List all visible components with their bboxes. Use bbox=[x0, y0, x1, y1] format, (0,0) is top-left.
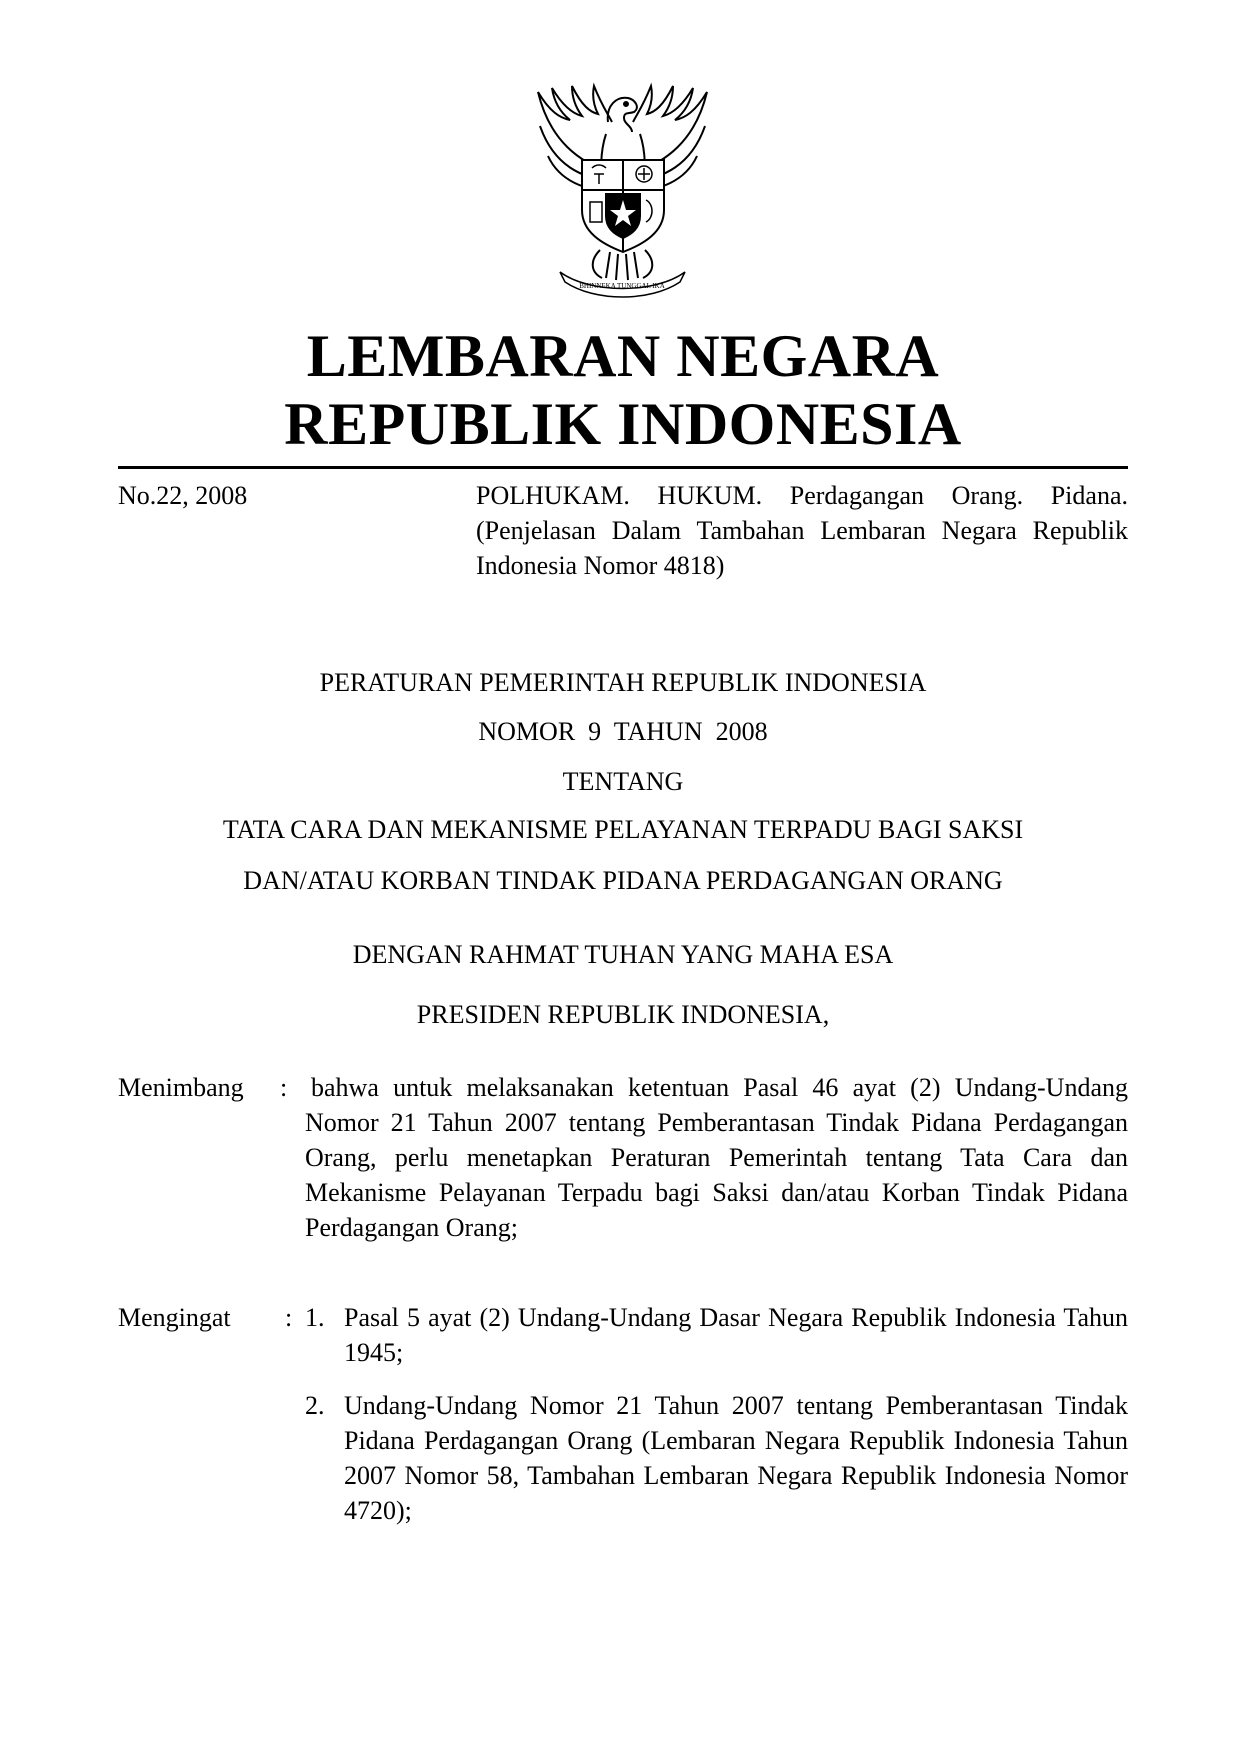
masthead-line-1: LEMBARAN NEGARA bbox=[306, 323, 940, 389]
regulation-title-line-2: DAN/ATAU KORBAN TINDAK PIDANA PERDAGANGAN ORANG bbox=[243, 866, 1003, 895]
menimbang-label: Menimbang bbox=[118, 1073, 244, 1102]
garuda-emblem-icon bbox=[520, 82, 725, 300]
regulation-title-line-1: TATA CARA DAN MEKANISME PELAYANAN TERPADU BAGI SAKSI bbox=[222, 815, 1024, 844]
masthead-rule bbox=[118, 466, 1128, 469]
mengingat-item-2-text: Undang-Undang Nomor 21 Tahun 2007 tentang Pemberantasan Tindak Pidana Perdagangan Orang (Lembaran Negara Republik Indonesia Tahun 2007 Nomor 58, Tambahan Lembaran Negara Republik Indonesia Nomor 4720); bbox=[344, 1391, 1128, 1525]
regulation-authority: PRESIDEN REPUBLIK INDONESIA, bbox=[416, 1000, 830, 1029]
issue-number: No.22, 2008 bbox=[118, 481, 248, 510]
mengingat-item-2-number: 2. bbox=[305, 1391, 325, 1420]
mengingat-label: Mengingat bbox=[118, 1303, 231, 1332]
menimbang-colon: : bbox=[280, 1073, 288, 1102]
mengingat-item-1-text: Pasal 5 ayat (2) Undang-Undang Dasar Negara Republik Indonesia Tahun 1945; bbox=[344, 1303, 1128, 1367]
mengingat-item-1-number: 1. bbox=[305, 1303, 325, 1332]
regulation-about: TENTANG bbox=[562, 767, 684, 796]
masthead bbox=[118, 322, 1128, 458]
emblem-motto: BHINNEKA TUNGGAL IKA bbox=[579, 282, 665, 290]
issue-description: POLHUKAM. HUKUM. Perdagangan Orang. Pidana. (Penjelasan Dalam Tambahan Lembaran Negara Republik Indonesia Nomor 4818) bbox=[476, 481, 1128, 580]
mengingat-colon: : bbox=[285, 1303, 293, 1332]
menimbang-text: bahwa untuk melaksanakan ketentuan Pasal 46 ayat (2) Undang-Undang Nomor 21 Tahun 2007 tentang Pemberantasan Tindak Pidana Perdagangan Orang, perlu menetapkan Peraturan Pemerintah tentang Tata Cara dan Mekanisme Pelayanan Terpadu bagi Saksi dan/atau Korban Tindak Pidana Perdagangan Orang; bbox=[305, 1073, 1128, 1242]
regulation-invocation: DENGAN RAHMAT TUHAN YANG MAHA ESA bbox=[352, 940, 894, 969]
regulation-type: PERATURAN PEMERINTAH REPUBLIK INDONESIA bbox=[319, 668, 927, 697]
regulation-number: NOMOR 9 TAHUN 2008 bbox=[478, 717, 768, 746]
masthead-line-2: REPUBLIK INDONESIA bbox=[284, 391, 962, 457]
